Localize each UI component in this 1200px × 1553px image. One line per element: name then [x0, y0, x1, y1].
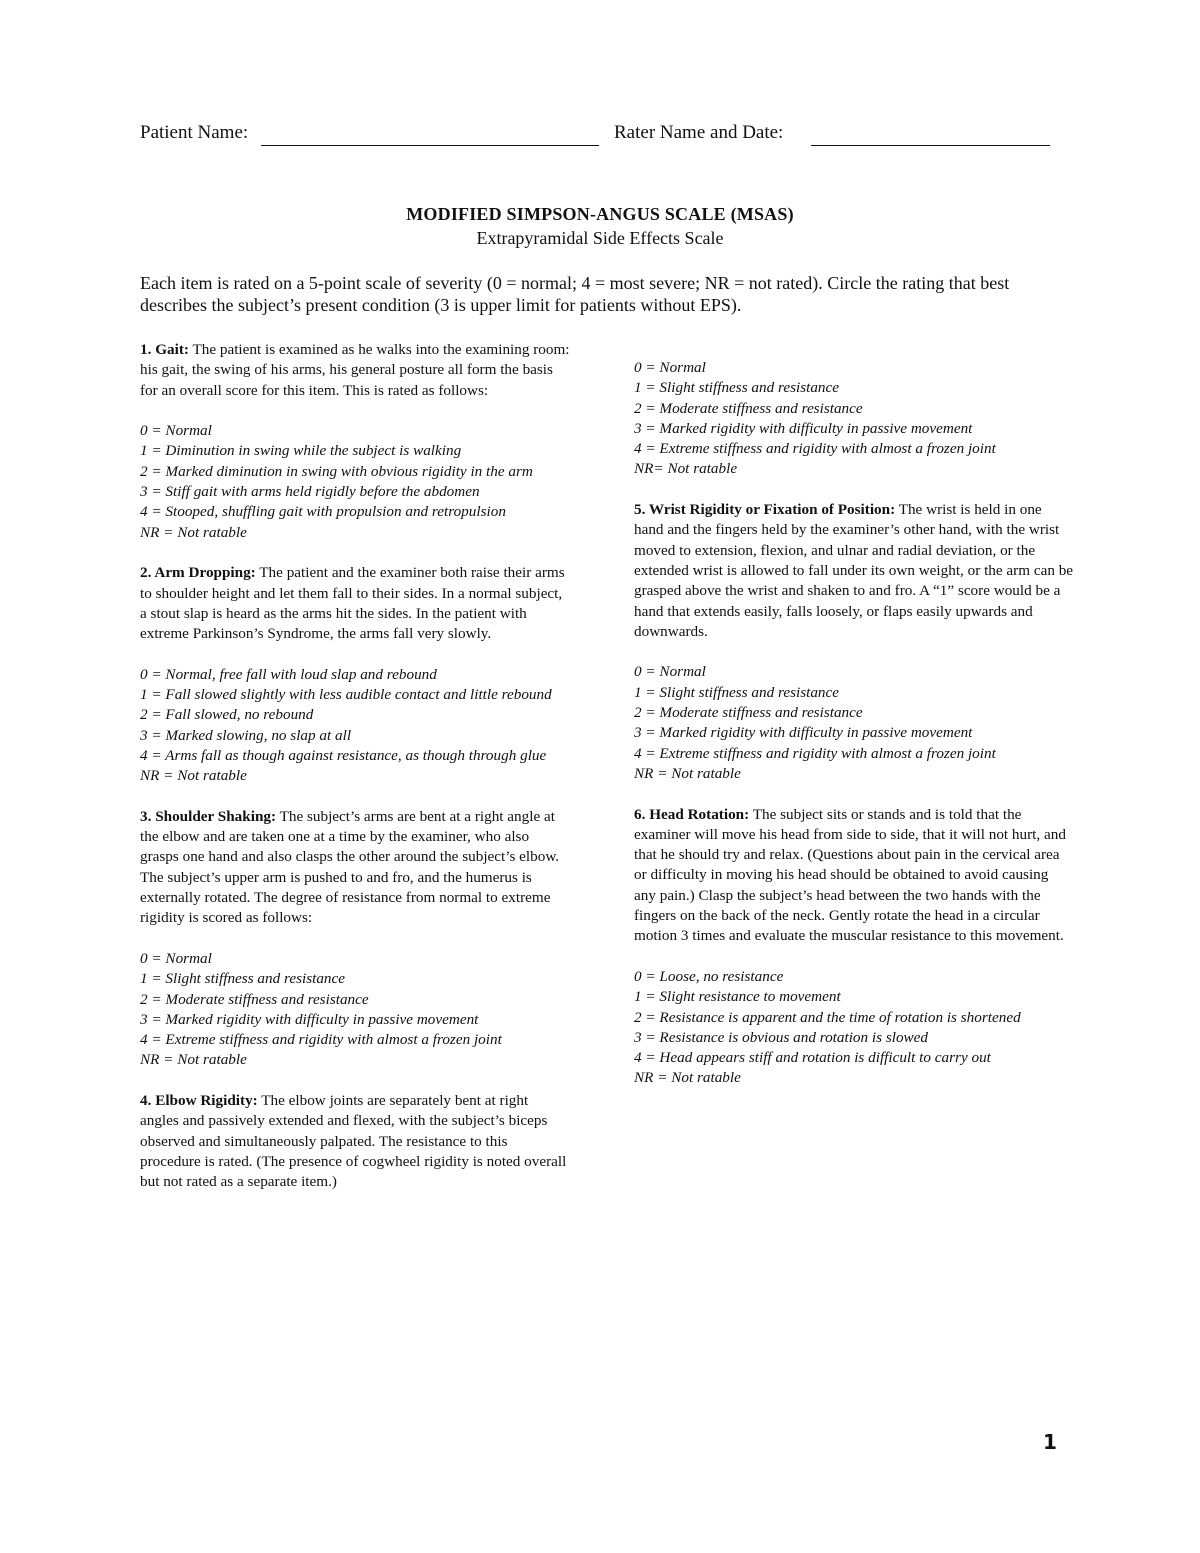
rating-option[interactable]: NR= Not ratable: [634, 460, 738, 478]
item-head-rotation: [634, 805, 1074, 947]
page-subtitle: Extrapyramidal Side Effects Scale: [476, 228, 724, 248]
rating-option[interactable]: 2 = Moderate stiffness and resistance: [634, 399, 863, 417]
page-title: MODIFIED SIMPSON-ANGUS SCALE (MSAS): [406, 204, 794, 224]
rating-option[interactable]: 0 = Normal: [634, 359, 706, 376]
rating-list-elbow-rigidity: [634, 358, 1074, 480]
rating-option[interactable]: 1 = Slight stiffness and resistance: [634, 683, 840, 701]
rating-option[interactable]: 3 = Marked rigidity with difficulty in passive movement: [634, 724, 973, 742]
rating-list-shoulder-shaking: [140, 949, 570, 1071]
item-heading: 5. Wrist Rigidity or Fixation of Position:: [634, 501, 896, 519]
left-column: [140, 340, 570, 1213]
rating-option[interactable]: 1 = Diminution in swing while the subject is walking: [140, 442, 462, 460]
rating-option[interactable]: 4 = Head appears stiff and rotation is difficult to carry out: [634, 1049, 991, 1067]
rating-option[interactable]: 2 = Moderate stiffness and resistance: [634, 704, 863, 722]
rating-option[interactable]: 1 = Slight stiffness and resistance: [634, 379, 840, 397]
item-description: The patient is examined as he walks into the examining room: his gait, the swing of his arms, his general posture all form the basis for an overall score for this item. This is rated as follows:: [140, 341, 570, 399]
rating-option[interactable]: 3 = Resistance is obvious and rotation is slowed: [634, 1028, 929, 1046]
title-block: [0, 202, 1200, 250]
rater-name-date-label: Rater Name and Date:: [614, 122, 784, 143]
rating-option[interactable]: 4 = Extreme stiffness and rigidity with almost a frozen joint: [634, 440, 996, 458]
rating-option[interactable]: 0 = Normal: [140, 422, 212, 440]
rating-option[interactable]: 1 = Fall slowed slightly with less audible contact and little rebound: [140, 686, 552, 704]
page-number: 1: [1043, 1430, 1057, 1454]
instructions: Each item is rated on a 5-point scale of severity (0 = normal; 4 = most severe; NR = not rated). Circle the rating that best describes the subject’s present condition (3 is upper limit for patients without EPS).: [140, 273, 1010, 315]
item-heading: 6. Head Rotation:: [634, 805, 750, 823]
item-shoulder-shaking: [140, 807, 570, 929]
rating-option[interactable]: 3 = Marked rigidity with difficulty in passive movement: [634, 419, 973, 437]
rating-list-arm-dropping: [140, 665, 570, 787]
rating-option[interactable]: 4 = Extreme stiffness and rigidity with almost a frozen joint: [634, 744, 996, 762]
patient-name-field[interactable]: [261, 145, 599, 146]
rating-option[interactable]: 3 = Stiff gait with arms held rigidly before the abdomen: [140, 483, 480, 501]
rating-list-head-rotation: [634, 967, 1074, 1089]
rating-option[interactable]: 2 = Moderate stiffness and resistance: [140, 990, 369, 1008]
item-description: The subject sits or stands and is told that the examiner will move his head from side to side, that it will not hurt, and that he should try and relax. (Questions about pain in the cervical area or difficulty in moving his head should be obtained to avoid causing any pain.) Clasp the subject’s head between the two hands with the fingers on the back of the neck. Gently rotate the head in a circular motion 3 times and evaluate the muscular resistance to this movement.: [634, 805, 1066, 945]
rating-option[interactable]: 4 = Arms fall as though against resistance, as though through glue: [140, 746, 547, 764]
item-elbow-rigidity: [140, 1091, 570, 1192]
rating-option[interactable]: 2 = Marked diminution in swing with obvious rigidity in the arm: [140, 462, 533, 480]
item-heading: 4. Elbow Rigidity:: [140, 1091, 258, 1109]
rating-option[interactable]: 0 = Normal: [140, 949, 212, 967]
rating-option[interactable]: NR = Not ratable: [634, 764, 741, 782]
item-heading: 1. Gait:: [140, 341, 189, 358]
item-heading: 2. Arm Dropping:: [140, 564, 256, 582]
rating-option[interactable]: NR = Not ratable: [140, 1051, 247, 1069]
rating-option[interactable]: 1 = Slight resistance to movement: [634, 988, 841, 1006]
item-description: The wrist is held in one hand and the fingers held by the examiner’s other hand, with the wrist moved to extension, flexion, and ulnar and radial deviation, or the extended wrist is allowed to fall under its own weight, or the arm can be grasped above the wrist and shaken to and fro. A “1” score would be a hand that extends easily, falls loosely, or flaps easily upwards and downwards.: [634, 501, 1074, 640]
right-column: [634, 358, 1074, 1109]
rater-name-date-field[interactable]: [811, 145, 1050, 146]
rating-option[interactable]: 3 = Marked rigidity with difficulty in passive movement: [140, 1010, 479, 1028]
item-description: The elbow joints are separately bent at right angles and passively extended and flexed, with the subject’s biceps observed and simultaneously palpated. The resistance to this procedure is rated. (The presence of cogwheel rigidity is noted overall but not rated as a separate item.): [140, 1091, 567, 1191]
rating-option[interactable]: 2 = Fall slowed, no rebound: [140, 706, 314, 724]
patient-name-label: Patient Name:: [140, 122, 249, 143]
rating-option[interactable]: NR = Not ratable: [634, 1069, 741, 1087]
rating-option[interactable]: 1 = Slight stiffness and resistance: [140, 970, 346, 988]
rating-option[interactable]: NR = Not ratable: [140, 767, 247, 785]
rating-option[interactable]: 2 = Resistance is apparent and the time of rotation is shortened: [634, 1008, 1021, 1026]
item-description: The patient and the examiner both raise their arms to shoulder height and let them fall to their sides. In a normal subject, a stout slap is heard as the arms hit the sides. In the patient with extreme Parkinson’s Syndrome, the arms fall very slowly.: [140, 564, 565, 643]
item-description: The subject’s arms are bent at a right angle at the elbow and are taken one at a time by the examiner, who also grasps one hand and also clasps the other around the subject’s elbow. The subject’s upper arm is pushed to and fro, and the humerus is externally rotated. The degree of resistance from normal to extreme rigidity is scored as follows:: [140, 807, 560, 927]
item-wrist-rigidity: [634, 500, 1074, 642]
item-gait: [140, 340, 570, 401]
item-heading: 3. Shoulder Shaking:: [140, 807, 277, 825]
rating-option[interactable]: NR = Not ratable: [140, 523, 247, 541]
rating-list-wrist-rigidity: [634, 662, 1074, 784]
rating-option[interactable]: 4 = Stooped, shuffling gait with propulsion and retropulsion: [140, 503, 506, 521]
rating-option[interactable]: 0 = Normal, free fall with loud slap and rebound: [140, 665, 437, 683]
item-arm-dropping: [140, 563, 570, 644]
rating-option[interactable]: 0 = Normal: [634, 663, 706, 681]
rating-option[interactable]: 3 = Marked slowing, no slap at all: [140, 726, 352, 744]
rating-option[interactable]: 4 = Extreme stiffness and rigidity with almost a frozen joint: [140, 1031, 502, 1049]
rating-option[interactable]: 0 = Loose, no resistance: [634, 967, 784, 985]
rating-list-gait: [140, 421, 570, 543]
